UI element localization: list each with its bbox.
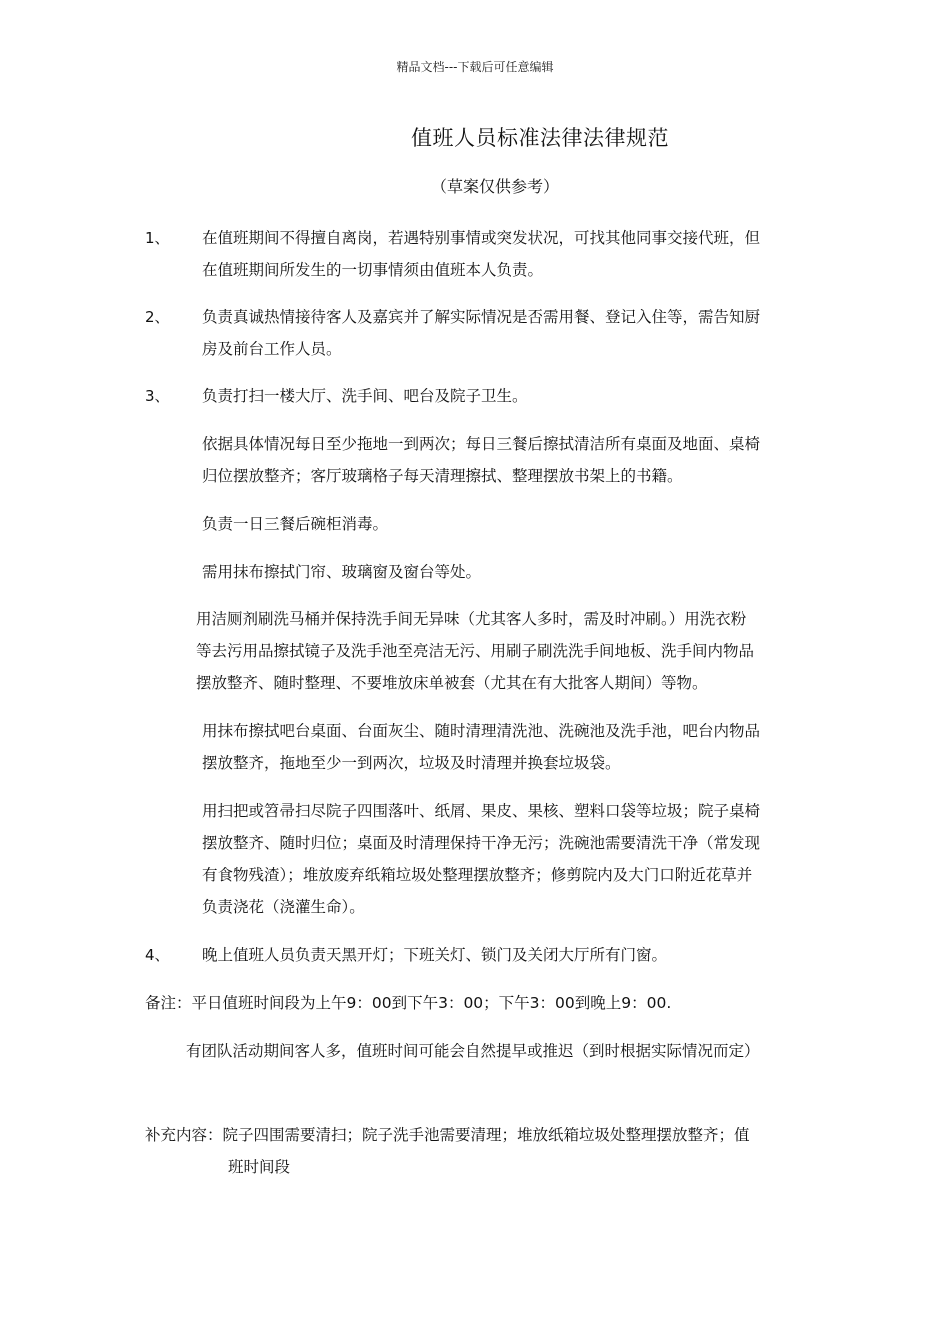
page-header: 精品文档---下载后可任意编辑 <box>396 60 554 74</box>
item-number: 4、 <box>145 946 170 964</box>
sub-paragraph-line: 等去污用品擦拭镜子及洗手池至亮洁无污、用刷子刷洗洗手间地板、洗手间内物品 <box>196 642 755 660</box>
item-text-line: 负责真诚热情接待客人及嘉宾并了解实际情况是否需用餐、登记入住等，需告知厨 <box>202 308 761 326</box>
sub-paragraph-line: 摆放整齐、随时归位；桌面及时清理保持干净无污；洗碗池需要清洗干净（常发现 <box>202 834 761 852</box>
document-title: 值班人员标准法律法律规范 <box>411 126 669 150</box>
sub-paragraph-line: 需用抹布擦拭门帘、玻璃窗及窗台等处。 <box>202 563 482 581</box>
item-text-line: 晚上值班人员负责天黑开灯；下班关灯、锁门及关闭大厅所有门窗。 <box>202 946 668 964</box>
sub-paragraph-line: 归位摆放整齐；客厅玻璃格子每天清理擦拭、整理摆放书架上的书籍。 <box>202 467 683 485</box>
sub-paragraph-line: 用扫把或笤帚扫尽院子四围落叶、纸屑、果皮、果核、塑料口袋等垃圾；院子桌椅 <box>202 802 761 820</box>
sub-paragraph-line: 用抹布擦拭吧台桌面、台面灰尘、随时清理清洗池、洗碗池及洗手池，吧台内物品 <box>202 722 761 740</box>
item-number: 3、 <box>145 387 170 405</box>
sub-paragraph-line: 依据具体情况每日至少拖地一到两次；每日三餐后擦拭清洁所有桌面及地面、桌椅 <box>202 435 761 453</box>
sub-paragraph-line: 负责浇花（浇灌生命）。 <box>202 898 365 916</box>
item-text-line: 在值班期间所发生的一切事情须由值班本人负责。 <box>202 261 544 279</box>
document-subtitle: （草案仅供参考） <box>430 177 559 196</box>
sub-paragraph-line: 用洁厕剂刷洗马桶并保持洗手间无异味（尤其客人多时，需及时冲刷。）用洗衣粉 <box>196 610 747 628</box>
item-number: 1、 <box>145 229 170 247</box>
sub-paragraph-line: 负责一日三餐后碗柜消毒。 <box>202 515 389 533</box>
item-text-line: 在值班期间不得擅自离岗，若遇特别事情或突发状况，可找其他同事交接代班，但 <box>202 229 761 247</box>
supplement-line: 补充内容：院子四围需要清扫；院子洗手池需要清理；堆放纸箱垃圾处整理摆放整齐；值 <box>145 1126 750 1144</box>
item-number: 2、 <box>145 308 170 326</box>
item-text-line: 房及前台工作人员。 <box>202 340 342 358</box>
sub-paragraph-line: 摆放整齐，拖地至少一到两次，垃圾及时清理并换套垃圾袋。 <box>202 754 621 772</box>
item-text-line: 负责打扫一楼大厅、洗手间、吧台及院子卫生。 <box>202 387 528 405</box>
sub-paragraph-line: 摆放整齐、随时整理、不要堆放床单被套（尤其在有大批客人期间）等物。 <box>196 674 708 692</box>
sub-paragraph-line: 有食物残渣）；堆放废弃纸箱垃圾处整理摆放整齐；修剪院内及大门口附近花草并 <box>202 866 753 884</box>
note-line: 有团队活动期间客人多，值班时间可能会自然提早或推迟（到时根据实际情况而定） <box>186 1042 760 1060</box>
note-line: 备注：平日值班时间段为上午9：00到下午3：00；下午3：00到晚上9：00. <box>145 994 672 1012</box>
supplement-line: 班时间段 <box>228 1158 291 1176</box>
